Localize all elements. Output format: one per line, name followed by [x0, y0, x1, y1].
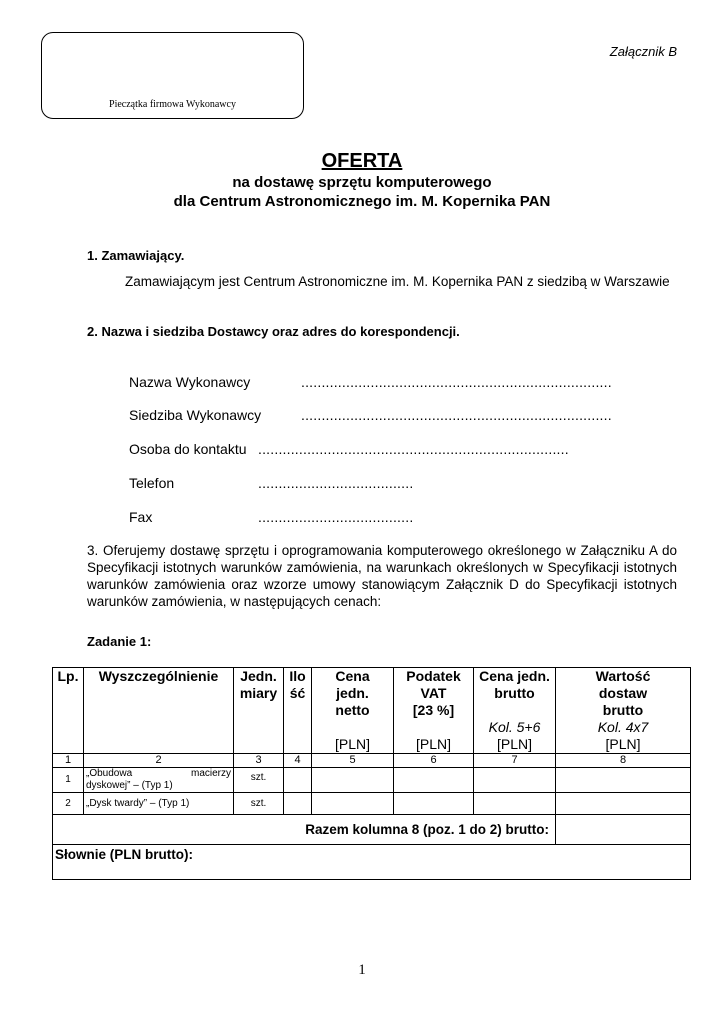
header-vat-line3: [23 %]: [412, 702, 455, 718]
header-value-line3: brutto: [602, 702, 644, 718]
annex-label: Załącznik B: [609, 44, 677, 59]
row-lp: 1: [53, 768, 84, 793]
header-value-line2: dostaw: [598, 685, 648, 701]
table-row: [53, 768, 691, 793]
row-item-line2: dyskowej” – (Typ 1): [86, 780, 173, 791]
header-value-unit: [PLN]: [605, 736, 641, 752]
header-item: [84, 668, 234, 754]
header-gross-line1: Cena jedn.: [479, 668, 550, 684]
stamp-label: Pieczątka firmowa Wykonawcy: [109, 99, 236, 110]
header-vat: [394, 668, 474, 754]
header-gross-price: [474, 668, 556, 754]
header-lp: [53, 668, 84, 754]
row-item: [84, 768, 234, 793]
header-qty: [284, 668, 312, 754]
row-lp: 2: [53, 793, 84, 815]
row-unit: szt.: [234, 793, 284, 815]
header-lp-text: Lp.: [57, 668, 79, 684]
task-heading: Zadanie 1:: [87, 634, 152, 649]
row-item-line1: „Obudowa macierzy: [86, 768, 231, 779]
row-vat-cell[interactable]: [394, 793, 474, 815]
section2-heading: 2. Nazwa i siedziba Dostawcy oraz adres do korespondencji.: [87, 324, 460, 339]
col-number: 8: [556, 754, 691, 768]
row-net-cell[interactable]: [312, 768, 394, 793]
header-unit-line1: Jedn.: [240, 668, 277, 684]
field-dots-company-seat[interactable]: ............................................................................: [301, 407, 612, 423]
header-net-line2: jedn.: [336, 685, 369, 701]
header-gross-kol: Kol. 5+6: [488, 719, 541, 735]
header-net-unit: [PLN]: [334, 736, 370, 752]
field-dots-company-name[interactable]: ............................................................................: [301, 374, 612, 390]
header-gross-line2: brutto: [494, 685, 535, 701]
field-label-company-name: Nazwa Wykonawcy: [129, 374, 251, 390]
section1-text-content: Zamawiającym jest Centrum Astronomiczne im. M. Kopernika PAN z siedzibą w Warszawie: [125, 274, 670, 289]
price-table: [52, 667, 691, 880]
section3-text: 3. Oferujemy dostawę sprzętu i oprogramowania komputerowego określonego w Załączniku A do Specyfikacji istotnych warunków zamówienia, na warunkach określonych w Specyfikacji istotnych warunków zamówienia oraz wzorze umowy stanowiącym Załącznik D do Specyfikacji istotnych warunków zamówienia, w następujących cenach:: [87, 543, 677, 609]
section1-heading: 1. Zamawiający.: [87, 248, 185, 263]
total-value-cell[interactable]: [556, 815, 691, 845]
header-vat-line2: VAT: [420, 685, 447, 701]
header-qty-line1: Ilo: [289, 668, 306, 684]
field-dots-phone[interactable]: ......................................: [258, 475, 414, 491]
field-dots-fax[interactable]: ......................................: [258, 509, 414, 525]
row-value-cell[interactable]: [556, 793, 691, 815]
row-item: „Dysk twardy” – (Typ 1): [84, 793, 234, 815]
header-value-kol: Kol. 4x7: [597, 719, 649, 735]
row-vat-cell[interactable]: [394, 768, 474, 793]
total-row: [53, 815, 691, 845]
total-label: Razem kolumna 8 (poz. 1 do 2) brutto:: [53, 815, 556, 845]
table-header-row: [53, 668, 691, 754]
words-label: Słownie (PLN brutto):: [53, 845, 691, 880]
col-number: 3: [234, 754, 284, 768]
words-row: [53, 845, 691, 880]
table-row: [53, 793, 691, 815]
field-dots-contact-person[interactable]: ............................................................................: [258, 441, 569, 457]
col-number: 2: [84, 754, 234, 768]
header-unit-line2: miary: [239, 685, 278, 701]
header-total-value: [556, 668, 691, 754]
header-net-line3: netto: [335, 702, 370, 718]
header-value-line1: Wartość: [595, 668, 651, 684]
section1-text: [87, 273, 677, 290]
col-number: 5: [312, 754, 394, 768]
header-vat-line1: Podatek: [406, 668, 461, 684]
header-item-text: Wyszczególnienie: [98, 668, 219, 684]
row-gross-cell[interactable]: [474, 793, 556, 815]
field-label-contact-person: Osoba do kontaktu: [129, 441, 247, 457]
document-subtitle-line2: dla Centrum Astronomicznego im. M. Kopernika PAN: [173, 193, 551, 210]
col-number: 7: [474, 754, 556, 768]
header-vat-unit: [PLN]: [415, 736, 451, 752]
field-label-company-seat: Siedziba Wykonawcy: [129, 407, 262, 423]
company-stamp-box: [41, 32, 304, 119]
col-number: 4: [284, 754, 312, 768]
page-number: 1: [358, 962, 366, 978]
row-net-cell[interactable]: [312, 793, 394, 815]
col-number: 6: [394, 754, 474, 768]
row-qty-cell[interactable]: [284, 793, 312, 815]
field-label-phone: Telefon: [129, 475, 175, 491]
header-unit: [234, 668, 284, 754]
field-label-fax: Fax: [129, 509, 153, 525]
row-unit: szt.: [234, 768, 284, 793]
header-net-line1: Cena: [335, 668, 370, 684]
col-number: 1: [53, 754, 84, 768]
column-number-row: [53, 754, 691, 768]
header-gross-unit: [PLN]: [496, 736, 532, 752]
row-qty-cell[interactable]: [284, 768, 312, 793]
document-subtitle-line1: na dostawę sprzętu komputerowego: [232, 174, 492, 191]
header-net-price: [312, 668, 394, 754]
row-value-cell[interactable]: [556, 768, 691, 793]
header-qty-line2: ść: [289, 685, 306, 701]
row-gross-cell[interactable]: [474, 768, 556, 793]
document-title: OFERTA: [321, 150, 403, 172]
